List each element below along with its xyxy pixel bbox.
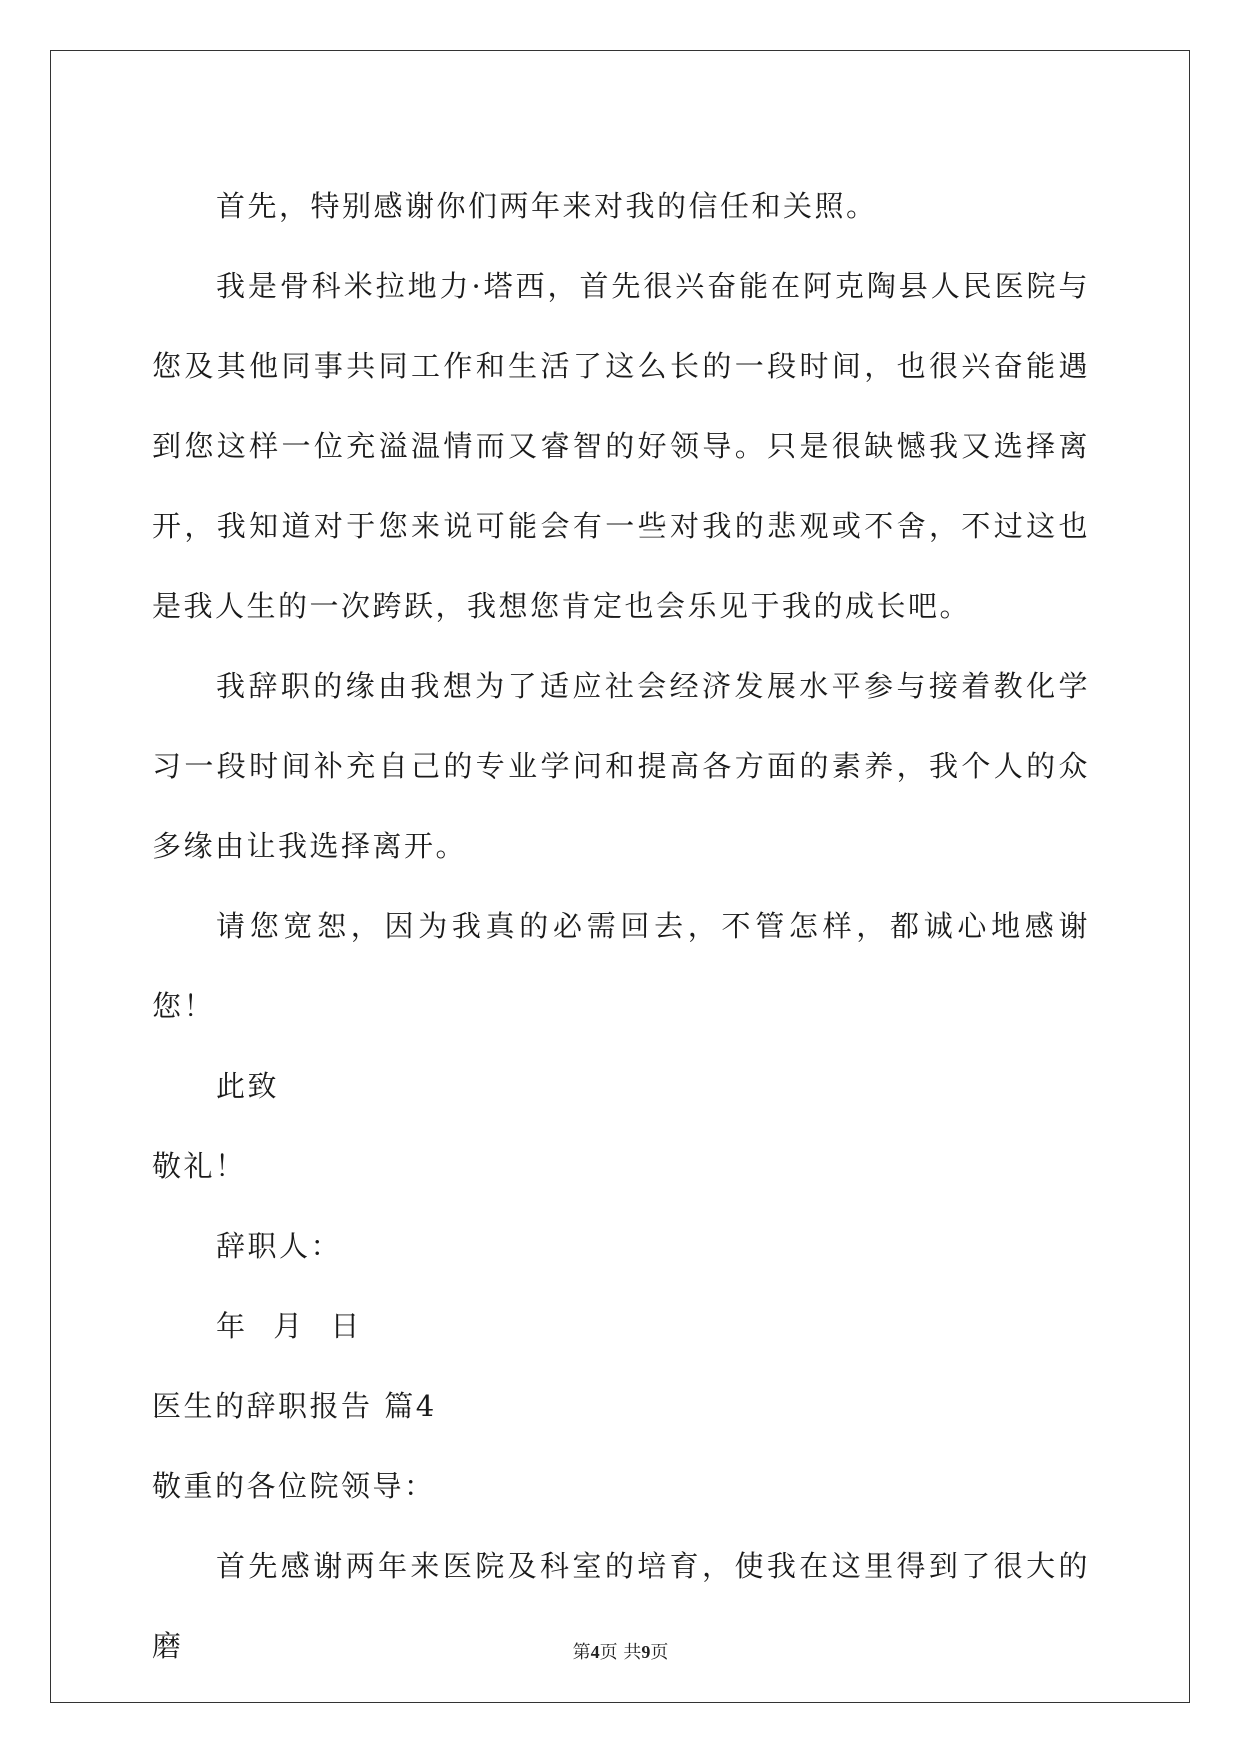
salutation-cizhi: 此致 [216, 1069, 280, 1103]
letter-greeting: 敬重的各位院领导： [152, 1469, 436, 1503]
paragraph-training: 首先感谢两年来医院及科室的培育，使我在这里得到了很大的磨 [152, 1549, 1090, 1663]
paragraph-reason: 我辞职的缘由我想为了适应社会经济发展水平参与接着教化学习一段时间补充自己的专业学问和提高各方面的素养，我个人的众多缘由让我选择离开。 [152, 669, 1090, 863]
section-heading: 医生的辞职报告 篇4 [152, 1389, 437, 1423]
footer-suffix: 页 [650, 1642, 669, 1663]
footer-current-page: 4 [590, 1642, 600, 1662]
paragraph-thanks: 首先，特别感谢你们两年来对我的信任和关照。 [216, 189, 878, 223]
page-footer [0, 1638, 1241, 1664]
footer-prefix: 第 [572, 1642, 591, 1663]
signature-label: 辞职人： [216, 1229, 343, 1263]
date-line: 年 月 日 [216, 1309, 362, 1343]
footer-middle: 页 共 [599, 1642, 642, 1663]
footer-total-pages: 9 [641, 1642, 651, 1662]
paragraph-introduction: 我是骨科米拉地力·塔西，首先很兴奋能在阿克陶县人民医院与您及其他同事共同工作和生活了这么长的一段时间，也很兴奋能遇到您这样一位充溢温情而又睿智的好领导。只是很缺憾我又选择离开，我知道对于您来说可能会有一些对我的悲观或不舍，不过这也是我人生的一次跨跃，我想您肯定也会乐见于我的成长吧。 [152, 269, 1090, 623]
paragraph-apology: 请您宽恕，因为我真的必需回去，不管怎样，都诚心地感谢您！ [152, 909, 1090, 1023]
document-body [152, 166, 1090, 1686]
salutation-jingli: 敬礼！ [152, 1149, 247, 1183]
